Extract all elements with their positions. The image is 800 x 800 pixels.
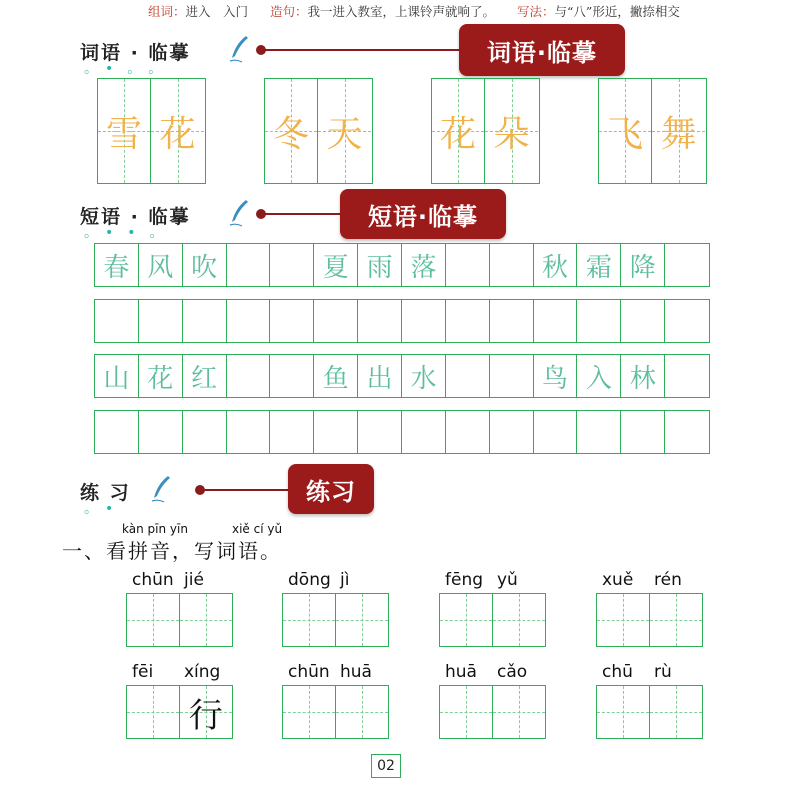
phrase-cell[interactable]: 出 [358, 355, 402, 397]
phrase-cell[interactable] [95, 411, 139, 453]
phrase-cell[interactable]: 水 [402, 355, 446, 397]
phrase-cell[interactable] [446, 411, 490, 453]
pinyin-syllable: jì [340, 570, 350, 590]
word-grid-1 [97, 78, 206, 184]
grid-cell [599, 79, 652, 183]
answer-cell[interactable] [440, 594, 493, 646]
phrase-cell[interactable] [402, 300, 446, 342]
phrase-cell[interactable] [314, 411, 358, 453]
answer-grid [596, 685, 703, 739]
answer-cell[interactable] [127, 594, 180, 646]
phrase-cell[interactable] [314, 300, 358, 342]
section3-dots: 。 • [84, 501, 114, 517]
phrase-cell[interactable] [490, 244, 534, 286]
section2-dots: 。 • • 。 [84, 225, 164, 241]
zuci-value: 进入 入门 [185, 4, 249, 19]
answer-cell[interactable] [493, 686, 546, 738]
phrase-cell[interactable] [621, 411, 665, 453]
grid-cell [485, 79, 538, 183]
pen-icon [150, 474, 172, 504]
phrase-cell[interactable]: 秋 [534, 244, 578, 286]
phrase-cell[interactable] [490, 355, 534, 397]
phrase-cell[interactable] [139, 411, 183, 453]
grid-cell [318, 79, 371, 183]
trace-char: 雪 [105, 113, 142, 155]
phrase-row-1 [94, 243, 710, 287]
answer-cell[interactable] [440, 686, 493, 738]
phrase-cell[interactable] [665, 244, 709, 286]
grid-cell [432, 79, 485, 183]
pinyin-syllable: fēng [445, 570, 484, 590]
phrase-cell[interactable] [227, 244, 271, 286]
hint-line [148, 2, 698, 20]
section2-connector [261, 213, 343, 215]
grid-cell [151, 79, 204, 183]
trace-char: 朵 [493, 113, 530, 155]
phrase-cell[interactable] [183, 411, 227, 453]
trace-char: 飞 [606, 113, 643, 155]
pinyin-syllable: yǔ [497, 570, 518, 590]
phrase-cell[interactable] [621, 300, 665, 342]
phrase-cell[interactable] [270, 300, 314, 342]
xiefa-label: 写法： [517, 4, 555, 19]
phrase-cell[interactable]: 降 [621, 244, 665, 286]
phrase-cell[interactable] [270, 411, 314, 453]
phrase-cell[interactable] [665, 355, 709, 397]
section1-banner: 词语·临摹 [459, 24, 625, 76]
phrase-cell[interactable]: 吹 [183, 244, 227, 286]
pinyin-syllable: chūn [288, 662, 330, 682]
answer-grid [439, 593, 546, 647]
trace-char: 冬 [272, 113, 309, 155]
section3-connector [200, 489, 290, 491]
answer-grid [439, 685, 546, 739]
answer-cell[interactable] [597, 594, 650, 646]
zaoju-label: 造句： [270, 4, 308, 19]
phrase-cell[interactable]: 霜 [577, 244, 621, 286]
word-grid-4 [598, 78, 707, 184]
trace-char: 花 [159, 113, 196, 155]
phrase-cell[interactable] [95, 300, 139, 342]
phrase-cell[interactable] [270, 244, 314, 286]
answer-cell[interactable] [283, 594, 336, 646]
phrase-cell[interactable] [577, 411, 621, 453]
section3-title: 练 习 [80, 482, 131, 504]
phrase-cell[interactable]: 夏 [314, 244, 358, 286]
phrase-cell[interactable] [358, 411, 402, 453]
phrase-cell[interactable] [227, 300, 271, 342]
phrase-cell[interactable]: 林 [621, 355, 665, 397]
pinyin-syllable: dōng [288, 570, 331, 590]
answer-grid [126, 593, 233, 647]
phrase-cell[interactable] [183, 300, 227, 342]
zuci-label: 组词： [148, 4, 186, 19]
trace-char: 花 [439, 113, 476, 155]
pinyin-syllable: huā [445, 662, 477, 682]
section2-banner: 短语·临摹 [340, 189, 506, 239]
section2-title: 短语 · 临摹 [80, 206, 191, 228]
phrase-cell[interactable] [534, 411, 578, 453]
pinyin-syllable: rén [654, 570, 682, 590]
section3-banner: 练习 [288, 464, 374, 514]
phrase-cell[interactable] [490, 411, 534, 453]
phrase-cell[interactable] [139, 300, 183, 342]
word-grid-3 [431, 78, 540, 184]
answer-cell[interactable] [180, 686, 233, 738]
answer-cell[interactable] [650, 686, 703, 738]
phrase-cell[interactable]: 入 [577, 355, 621, 397]
phrase-row-4 [94, 410, 710, 454]
answer-cell[interactable] [493, 594, 546, 646]
word-grid-2 [264, 78, 373, 184]
phrase-cell[interactable] [665, 300, 709, 342]
answer-cell[interactable] [650, 594, 703, 646]
trace-char: 天 [326, 113, 363, 155]
phrase-cell[interactable]: 花 [139, 355, 183, 397]
phrase-cell[interactable] [665, 411, 709, 453]
answer-cell[interactable] [180, 594, 233, 646]
answer-grid [596, 593, 703, 647]
phrase-cell[interactable] [402, 411, 446, 453]
phrase-cell[interactable]: 鱼 [314, 355, 358, 397]
answer-char: 行 [188, 695, 223, 736]
pinyin-syllable: xíng [184, 662, 221, 682]
phrase-cell[interactable] [490, 300, 534, 342]
phrase-cell[interactable] [446, 300, 490, 342]
phrase-cell[interactable] [227, 355, 271, 397]
pinyin-syllable: jié [184, 570, 204, 590]
phrase-cell[interactable] [446, 355, 490, 397]
answer-cell[interactable] [283, 686, 336, 738]
pinyin-syllable: chūn [132, 570, 174, 590]
zaoju-value: 我一进入教室，上课铃声就响了。 [307, 4, 496, 19]
pinyin-syllable: xuě [602, 570, 634, 590]
exercise-pinyin-kan: kàn pīn yīn [122, 522, 188, 536]
phrase-cell[interactable]: 风 [139, 244, 183, 286]
phrase-row-2 [94, 299, 710, 343]
pinyin-syllable: cǎo [497, 662, 528, 682]
phrase-cell[interactable]: 鸟 [534, 355, 578, 397]
phrase-cell[interactable] [358, 300, 402, 342]
grid-cell [265, 79, 318, 183]
trace-char: 舞 [660, 113, 697, 155]
pinyin-syllable: fēi [132, 662, 154, 682]
phrase-cell[interactable]: 雨 [358, 244, 402, 286]
phrase-cell[interactable]: 春 [95, 244, 139, 286]
answer-cell[interactable] [597, 686, 650, 738]
pinyin-syllable: huā [340, 662, 372, 682]
phrase-row-3 [94, 354, 710, 398]
phrase-cell[interactable]: 红 [183, 355, 227, 397]
phrase-cell[interactable] [577, 300, 621, 342]
answer-cell[interactable] [336, 686, 389, 738]
section1-title: 词语 · 临摹 [80, 42, 191, 64]
grid-cell [652, 79, 705, 183]
phrase-cell[interactable] [534, 300, 578, 342]
exercise-pinyin-xie: xiě cí yǔ [232, 522, 283, 536]
page-number: 02 [371, 754, 401, 778]
answer-grid [282, 593, 389, 647]
pinyin-syllable: chū [602, 662, 633, 682]
phrase-cell[interactable] [446, 244, 490, 286]
section1-connector [261, 49, 461, 51]
answer-grid [126, 685, 233, 739]
answer-cell[interactable] [336, 594, 389, 646]
phrase-cell[interactable] [227, 411, 271, 453]
pen-icon [228, 34, 250, 64]
grid-cell [98, 79, 151, 183]
phrase-cell[interactable] [270, 355, 314, 397]
phrase-cell[interactable]: 山 [95, 355, 139, 397]
answer-grid [282, 685, 389, 739]
pinyin-syllable: rù [654, 662, 672, 682]
section1-dots: 。 • 。 。 [84, 61, 163, 77]
answer-cell[interactable] [127, 686, 180, 738]
phrase-cell[interactable]: 落 [402, 244, 446, 286]
xiefa-value: 与“八”形近，撇捺相交 [554, 4, 680, 19]
exercise-title: 一、看拼音，写词语。 [62, 539, 282, 563]
pen-icon [228, 198, 250, 228]
